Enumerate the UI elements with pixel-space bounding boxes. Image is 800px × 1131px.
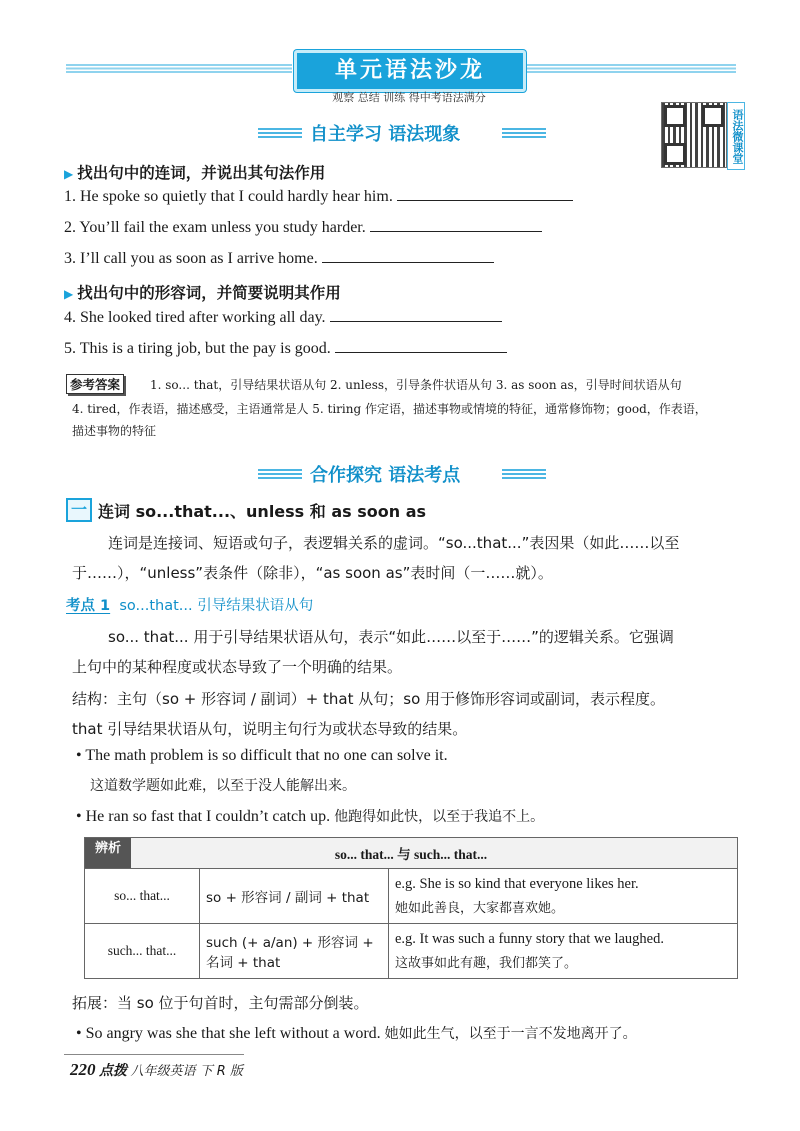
book-info: 八年级英语 下 R 版 [130,1064,243,1079]
question-1: 1. He spoke so quietly that I could hardly hear him. [64,188,573,206]
question-4: 4. She looked tired after working all day. [64,309,502,327]
table-example-en: e.g. She is so kind that everyone likes her. [395,876,639,892]
example-1-zh: 这道数学题如此难，以至于没人能解出来。 [90,778,356,794]
example-2-zh: 他跑得如此快，以至于我追不上。 [334,809,545,825]
answer-blank-5[interactable] [335,340,507,353]
question-3: 3. I’ll call you as soon as I arrive home. [64,250,494,268]
conjunction-heading: 连词 so...that...、unless 和 as soon as [98,502,427,521]
table-pattern: so + 形容词 / 副词 + that [200,869,389,924]
answer-key-label: 参考答案 [66,374,124,394]
structure-line-2: that 引导结果状语从句，说明主句行为或状态导致的结果。 [72,720,468,738]
extension-example [76,1023,637,1043]
answer-line-2: 4. tired，作表语，描述感受，主语通常是人 5. tiring 作定语，描述事物或情境的特征，通常修饰物；good，作表语， [72,402,707,416]
triangle-icon: ▶ [64,167,74,181]
intro-line-1: 连词是连接词、短语或句子，表逻辑关系的虚词。“so...that...”表因果（如此……以至 [108,534,680,552]
example-2 [76,806,544,826]
table-example-zh: 她如此善良，大家都喜欢她。 [395,901,565,916]
task-text: 找出句中的形容词，并简要说明其作用 [77,284,341,302]
task-conjunctions [64,161,325,183]
extension-example-zh: 她如此生气，以至于一言不发地离开了。 [384,1026,637,1042]
section2-dashes-left [258,469,302,479]
intro-line-2: 于……），“unless”表条件（除非），“as soon as”表时间（一……就）。 [72,564,553,582]
explain-line-2: 上句中的某种程度或状态导致了一个明确的结果。 [72,658,403,676]
page-footer [70,1060,243,1080]
section1-title: 自主学习 语法现象 [310,124,461,145]
page-number: 220 [70,1060,96,1079]
example-1-en: • The math problem is so difficult that no one can solve it. [76,747,448,764]
table-row [85,869,738,924]
analysis-tag: 辨析 [85,838,131,868]
table-term: so... that... [85,869,200,924]
table-example-zh: 这故事如此有趣，我们都笑了。 [395,956,578,971]
table-example [389,924,738,979]
header-stripe-left [66,64,292,73]
header-stripe-right [524,64,736,73]
structure-line-1: 结构：主句（so + 形容词 / 副词）+ that 从句；so 用于修饰形容词或副词，表示程度。 [72,690,666,708]
table-row [85,924,738,979]
section2-dashes-right [502,469,546,479]
answer-blank-1[interactable] [397,188,573,201]
unit-subtitle: 观察 总结 训练 得中考语法满分 [332,91,486,104]
key-point-label: 考点 1 [66,598,111,614]
triangle-icon: ▶ [64,287,74,301]
explain-line-1: so... that... 用于引导结果状语从句，表示“如此……以至于……”的逻辑关系。它强调 [108,628,674,646]
section2-title: 合作探究 语法考点 [310,465,461,486]
answer-blank-3[interactable] [322,250,494,263]
section1-dashes-left [258,128,302,138]
unit-title: 单元语法沙龙 [294,50,526,92]
extension-example-en: • So angry was she that she left without a word. [76,1025,381,1042]
key-point-1 [66,594,313,615]
answer-blank-2[interactable] [370,219,542,232]
brand-name: 点拨 [99,1063,127,1079]
qr-code-icon[interactable] [661,102,727,168]
table-pattern: such (+ a/an) + 形容词 + 名词 + that [200,924,389,979]
section1-dashes-right [502,128,546,138]
answer-line-1: 1. so... that，引导结果状语从句 2. unless，引导条件状语从句 3. as soon as，引导时间状语从句 [150,378,682,392]
table-example [389,869,738,924]
task-text: 找出句中的连词，并说出其句法作用 [77,164,326,182]
extension-note: 拓展：当 so 位于句首时，主句需部分倒装。 [72,994,369,1012]
footer-rule [64,1054,244,1055]
answer-line-3: 描述事物的特征 [72,424,157,438]
point-number-badge: 一 [66,498,92,522]
answer-blank-4[interactable] [330,309,502,322]
question-2: 2. You’ll fail the exam unless you study harder. [64,219,542,237]
comparison-table [84,837,738,979]
key-point-text: so...that... 引导结果状语从句 [119,598,314,614]
qr-side-label: 语法微课堂 [727,102,745,170]
question-5: 5. This is a tiring job, but the pay is good. [64,340,507,358]
table-term: such... that... [85,924,200,979]
table-example-en: e.g. It was such a funny story that we laughed. [395,931,664,947]
table-title: so... that... 与 such... that... [334,847,488,862]
example-2-en: • He ran so fast that I couldn’t catch up. [76,808,331,825]
task-adjectives [64,281,341,303]
table-header-row [85,838,738,869]
